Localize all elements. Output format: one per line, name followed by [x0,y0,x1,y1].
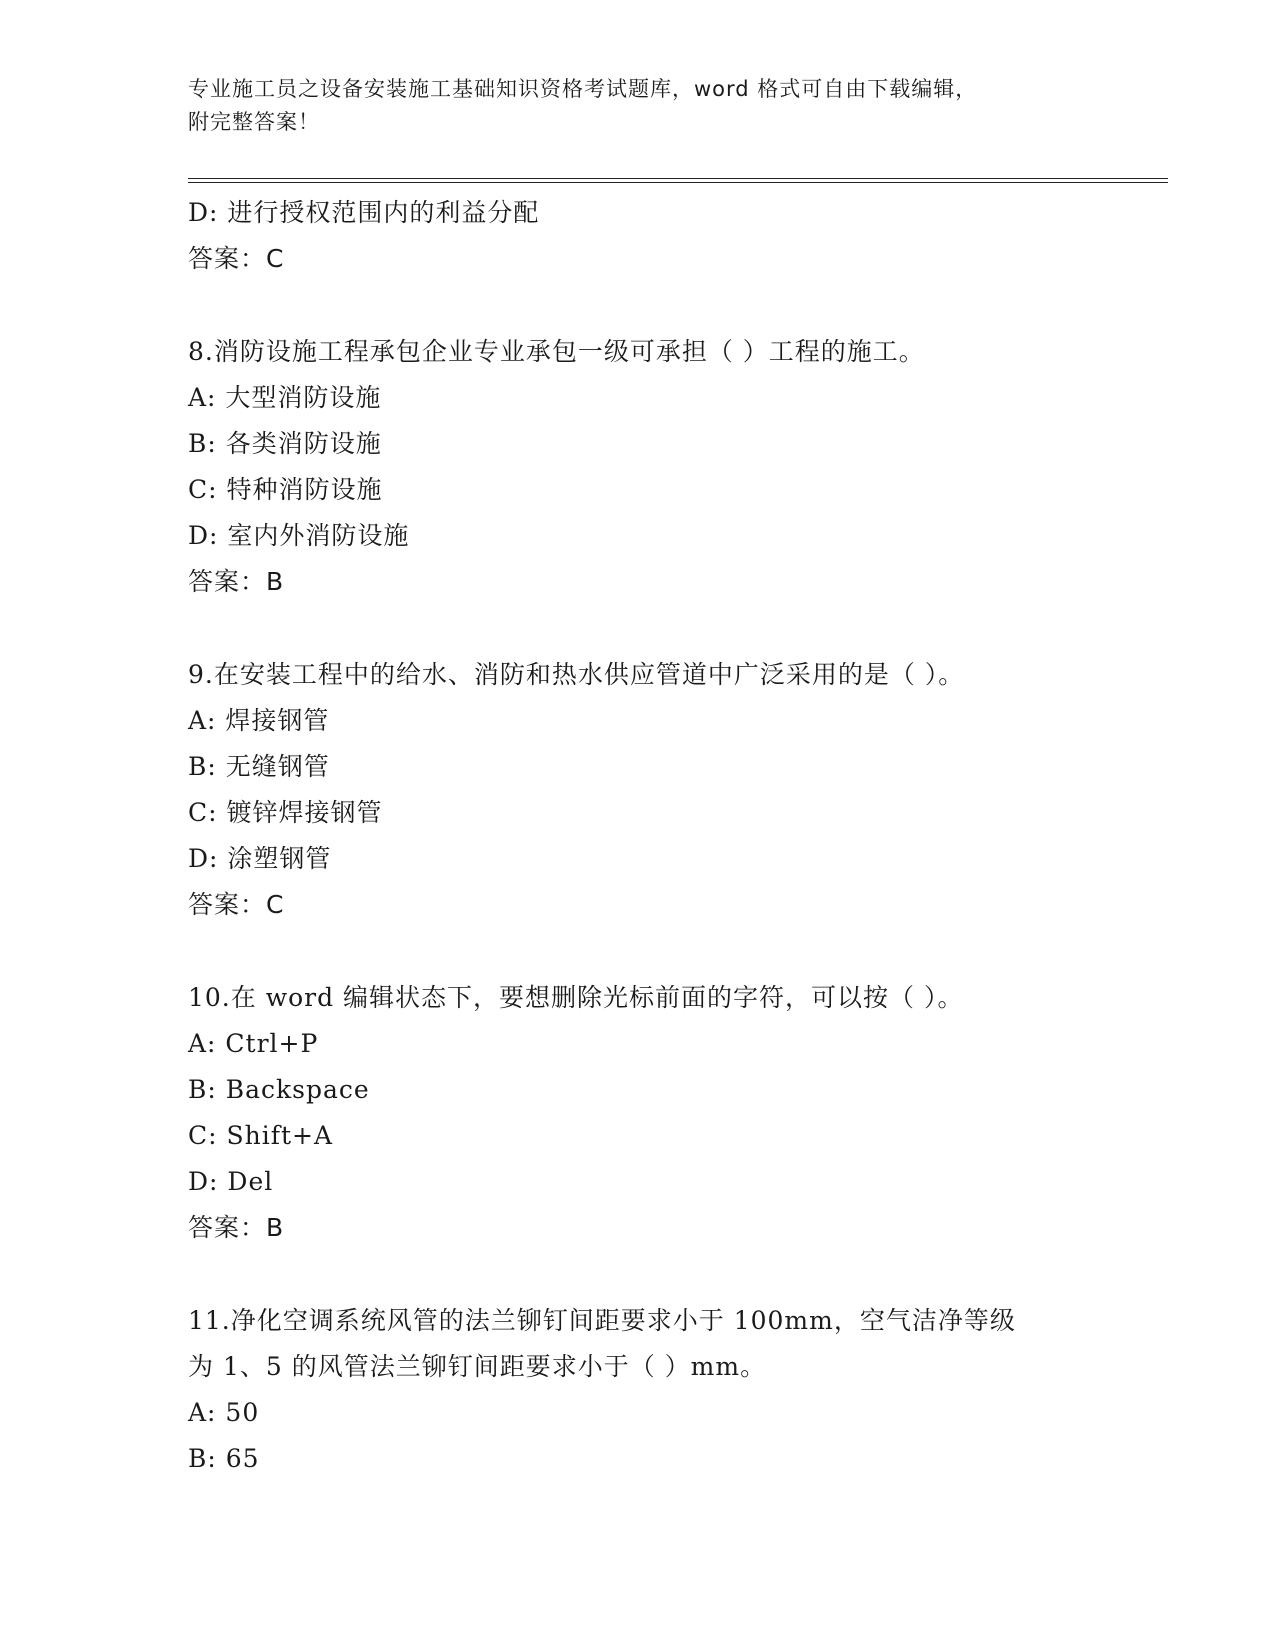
page-header [188,73,1068,139]
option-a: A: 50 [188,1398,260,1427]
option-c: C: 特种消防设施 [188,475,383,504]
header-line-1: 专业施工员之设备安装施工基础知识资格考试题库，word 格式可自由下载编辑， [188,77,978,101]
option-c: C: Shift+A [188,1121,334,1150]
question-text: 10.在 word 编辑状态下，要想删除光标前面的字符，可以按（ ）。 [188,983,964,1012]
question-11 [188,1298,1168,1482]
question-9 [188,652,1168,928]
option-d: D: 室内外消防设施 [188,521,410,550]
answer: 答案：B [188,567,285,596]
carry-over-option-d: D: 进行授权范围内的利益分配 [188,198,540,227]
carry-over-answer: 答案：C [188,244,285,273]
option-a: A: 焊接钢管 [188,706,330,735]
header-double-rule [188,178,1168,183]
question-text-line-1: 11.净化空调系统风管的法兰铆钉间距要求小于 100mm，空气洁净等级 [188,1306,1016,1335]
option-d: D: Del [188,1167,274,1196]
spacer [188,605,1168,652]
question-8 [188,329,1168,605]
option-d: D: 涂塑钢管 [188,844,332,873]
spacer [188,282,1168,329]
answer: 答案：B [188,1213,285,1242]
option-b: B: 65 [188,1444,260,1473]
answer: 答案：C [188,890,285,919]
question-text: 9.在安装工程中的给水、消防和热水供应管道中广泛采用的是（ ）。 [188,660,965,689]
option-c: C: 镀锌焊接钢管 [188,798,383,827]
option-b: B: 无缝钢管 [188,752,330,781]
spacer [188,1251,1168,1298]
spacer [188,928,1168,975]
option-a: A: Ctrl+P [188,1029,319,1058]
option-b: B: Backspace [188,1075,370,1104]
header-line-2: 附完整答案！ [188,110,320,134]
question-content [188,190,1168,1482]
option-a: A: 大型消防设施 [188,383,382,412]
option-b: B: 各类消防设施 [188,429,382,458]
question-10 [188,975,1168,1251]
question-text-line-2: 为 1、5 的风管法兰铆钉间距要求小于（ ）mm。 [188,1352,767,1381]
question-text: 8.消防设施工程承包企业专业承包一级可承担（ ）工程的施工。 [188,337,925,366]
